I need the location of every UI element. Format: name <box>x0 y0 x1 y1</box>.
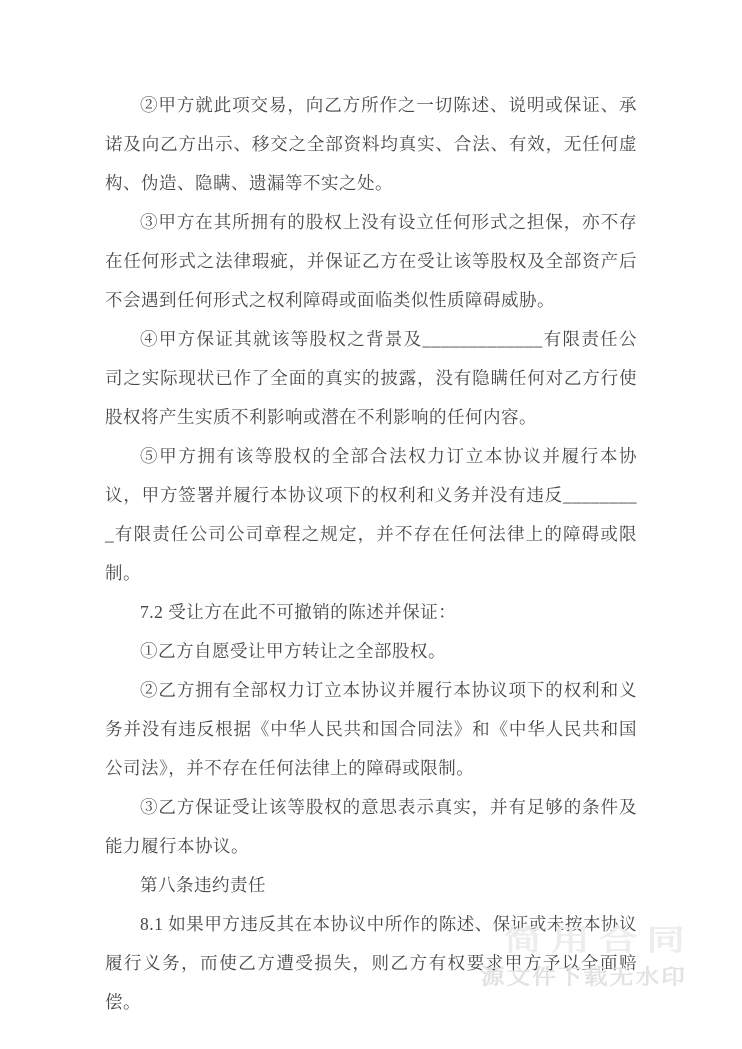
clause-7-2-item2: ②乙方拥有全部权力订立本协议并履行本协议项下的权利和义务并没有违反根据《中华人民共和国合同法》和《中华人民共和国公司法》，并不存在任何法律上的障碍或限制。 <box>105 680 637 778</box>
contract-body <box>105 86 637 1022</box>
watermark-tagline-text: 源文件下载无水印 <box>480 966 687 989</box>
article-8-heading: 第八条违约责任 <box>140 875 266 895</box>
clause-7-1-item2: ②甲方就此项交易，向乙方所作之一切陈述、说明或保证、承诺及向乙方出示、移交之全部资料均真实、合法、有效，无任何虚构、伪造、隐瞒、遗漏等不实之处。 <box>105 95 637 193</box>
clause-8-1: 8.1 如果甲方违反其在本协议中所作的陈述、保证或未按本协议履行义务，而使乙方遭受损失，则乙方有权要求甲方予以全面赔偿。 <box>105 914 637 1012</box>
clause-7-1-item4: ④甲方保证其就该等股权之背景及_____________有限责任公司之实际现状已作了全面的真实的披露，没有隐瞒任何对乙方行使股权将产生实质不利影响或潜在不利影响的任何内容。 <box>105 329 637 427</box>
clause-7-1-item5: ⑤甲方拥有该等股权的全部合法权力订立本协议并履行本协议，甲方签署并履行本协议项下的权利和义务并没有违反_________有限责任公司公司章程之规定，并不存在任何法律上的障碍或限制。 <box>105 446 637 583</box>
clause-7-2-item1: ①乙方自愿受让甲方转让之全部股权。 <box>140 641 446 661</box>
clause-7-2-item3: ③乙方保证受让该等股权的意思表示真实，并有足够的条件及能力履行本协议。 <box>105 797 637 856</box>
clause-7-2-heading: 7.2 受让方在此不可撤销的陈述并保证： <box>140 602 457 622</box>
clause-7-1-item3: ③甲方在其所拥有的股权上没有设立任何形式之担保，亦不存在任何形式之法律瑕疵，并保证乙方在受让该等股权及全部资产后不会遇到任何形式之权利障碍或面临类似性质障碍威胁。 <box>105 212 637 310</box>
watermark-brand-text: 简用合同 <box>503 925 694 957</box>
